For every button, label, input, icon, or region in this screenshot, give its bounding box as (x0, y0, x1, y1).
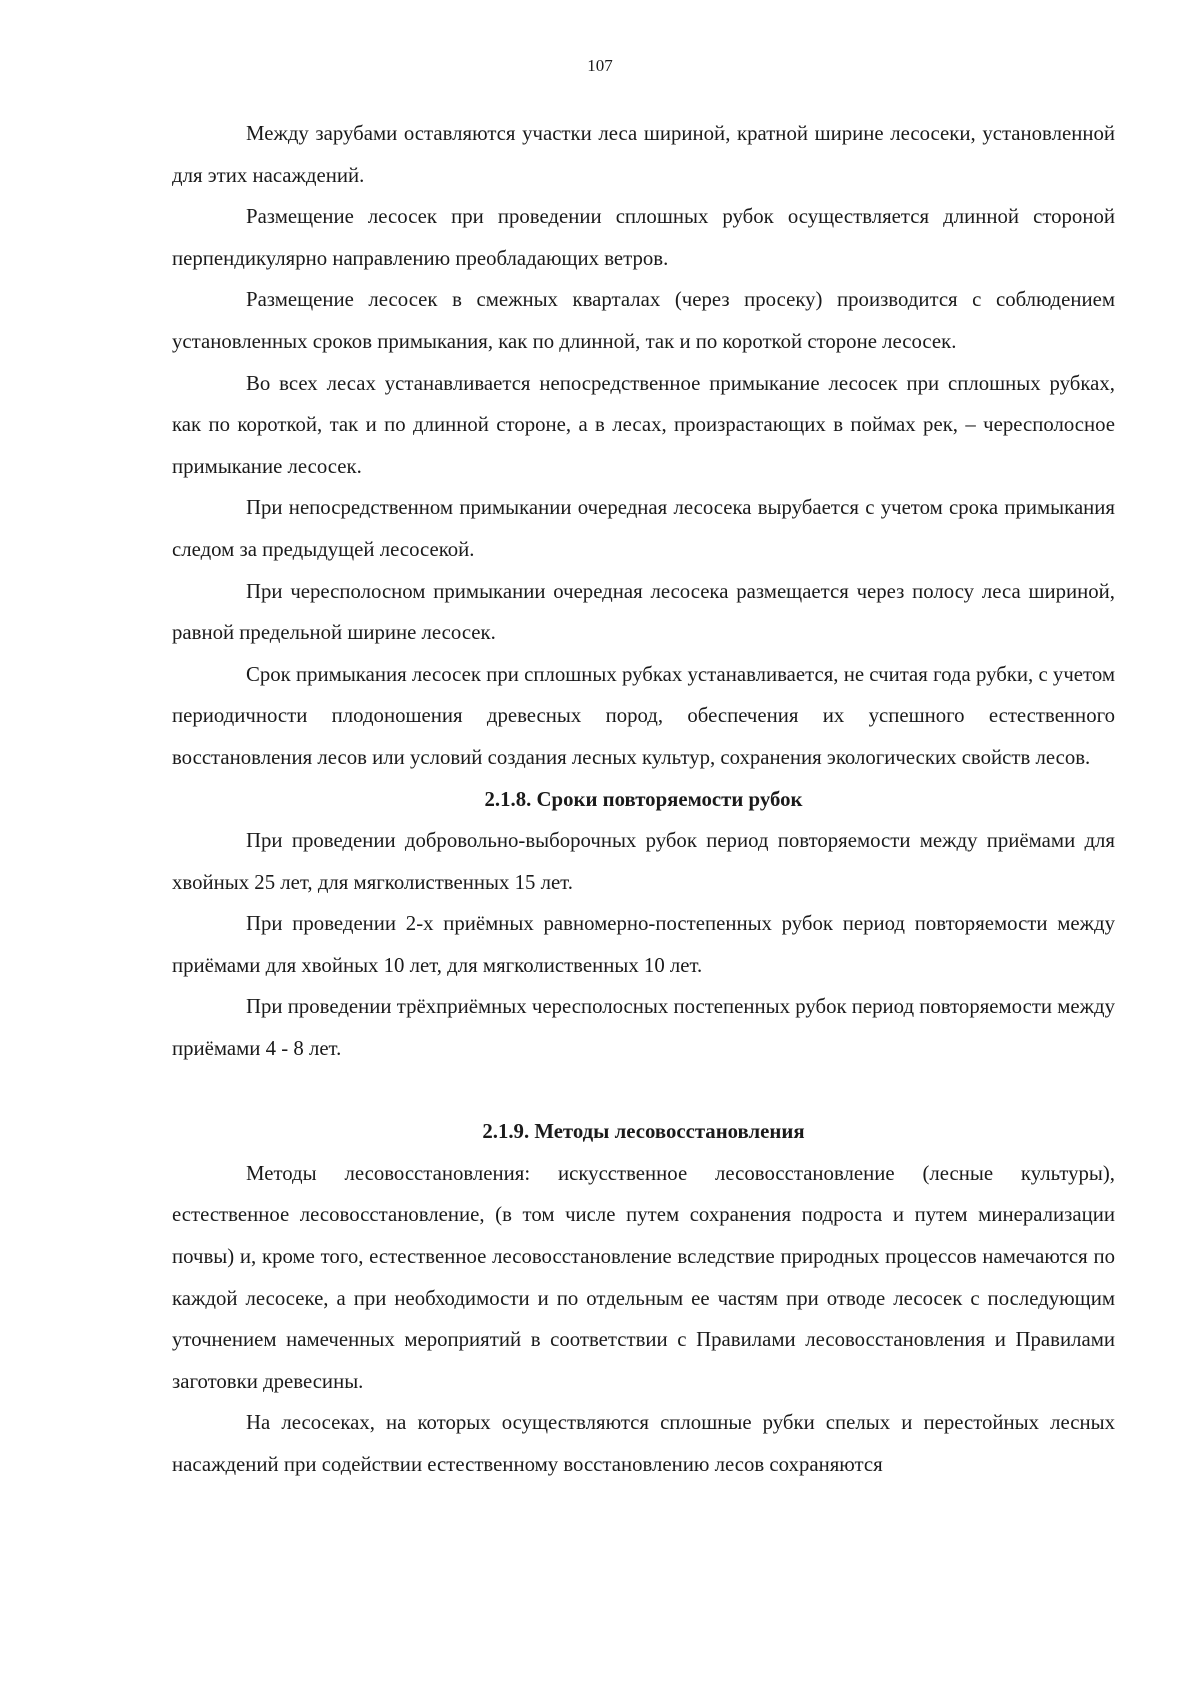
paragraph: Размещение лесосек в смежных кварталах (через просеку) производится с соблюдением установленных сроков примыкания, как по длинной, так и по короткой стороне лесосек. (172, 288, 1115, 353)
section-heading-2-1-9: 2.1.9. Методы лесовосстановления (482, 1120, 805, 1144)
section-heading-2-1-8: 2.1.8. Сроки повторяемости рубок (484, 787, 803, 811)
paragraph: Между зарубами оставляются участки леса шириной, кратной ширине лесосеки, установленной для этих насаждений. (172, 122, 1115, 187)
document-body (172, 113, 1115, 1486)
paragraph: При чересполосном примыкании очередная лесосека размещается через полосу леса шириной, равной предельной ширине лесосек. (172, 579, 1115, 645)
paragraph: При проведении 2-х приёмных равномерно-постепенных рубок период повторяемости между приёмами для хвойных 10 лет, для мягколиственных 10 лет. (172, 912, 1115, 977)
paragraph: При проведении трёхприёмных чересполосных постепенных рубок период повторяемости между приёмами 4 - 8 лет. (172, 995, 1115, 1061)
paragraph: Методы лесовосстановления: искусственное лесовосстановление (лесные культуры), естественное лесовосстановление, (в том числе путем сохранения подроста и путем минерализации почвы) и, кроме того, естественное лесовосстановление вследствие природных процессов намечаются по каждой лесосеке, а при необходимости и по отдельным ее частям при отводе лесосек с последующим уточнением намеченных мероприятий в соответствии с Правилами лесовосстановления и Правилами заготовки древесины. (172, 1161, 1115, 1393)
page-number: 107 (587, 56, 613, 75)
paragraph: При непосредственном примыкании очередная лесосека вырубается с учетом срока примыкания следом за предыдущей лесосекой. (172, 496, 1115, 561)
paragraph: При проведении добровольно-выборочных рубок период повторяемости между приёмами для хвойных 25 лет, для мягколиственных 15 лет. (172, 829, 1115, 894)
paragraph: Срок примыкания лесосек при сплошных рубках устанавливается, не считая года рубки, с учетом периодичности плодоношения древесных пород, обеспечения их успешного естественного восстановления лесов или условий создания лесных культур, сохранения экологических свойств лесов. (172, 662, 1115, 769)
paragraph: Во всех лесах устанавливается непосредственное примыкание лесосек при сплошных рубках, как по короткой, так и по длинной стороне, а в лесах, произрастающих в поймах рек, – чересполосное примыкание лесосек. (172, 371, 1115, 478)
paragraph: На лесосеках, на которых осуществляются сплошные рубки спелых и перестойных лесных насаждений при содействии естественному восстановлению лесов сохраняются (172, 1411, 1115, 1476)
paragraph: Размещение лесосек при проведении сплошных рубок осуществляется длинной стороной перпендикулярно направлению преобладающих ветров. (172, 205, 1115, 270)
